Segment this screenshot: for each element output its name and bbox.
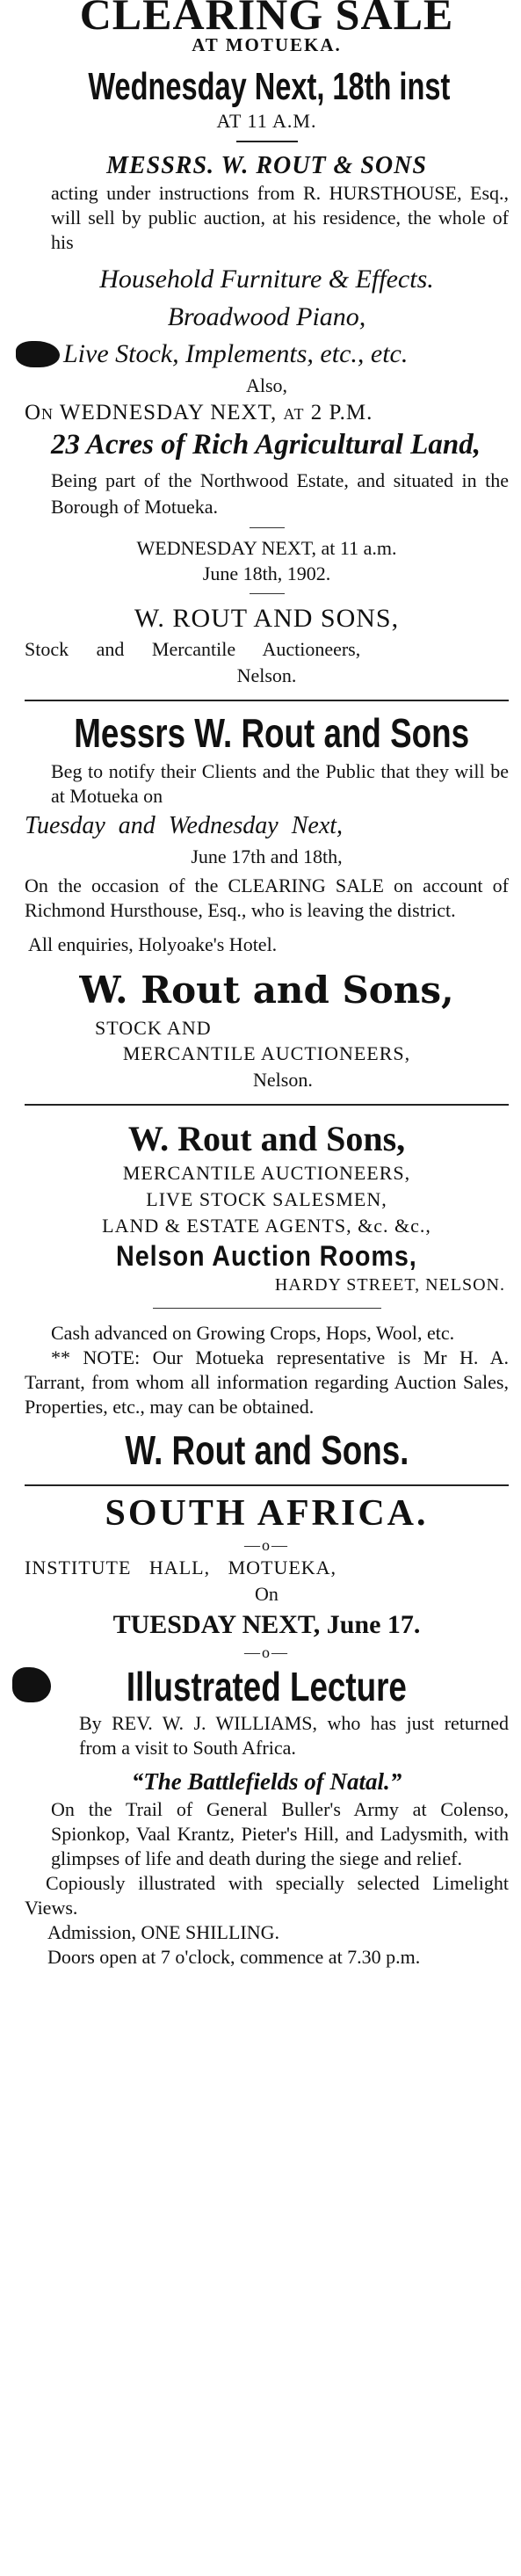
ad1-items-livestock: Live Stock, Implements, etc., etc. [63, 339, 409, 368]
ad1-body: acting under instructions from R. HURSTHOUSE, Esq., will sell by public auction, at his residence, the whole of his [51, 182, 509, 253]
ad3-line2: LIVE STOCK SALESMEN, [146, 1188, 387, 1210]
messrs-rout-notice-ad [25, 708, 509, 1093]
ad1-firm-desc: Stock and Mercantile Auctioneers, [25, 638, 361, 660]
ad2-body2: On the occasion of the CLEARING SALE on account of Richmond Hursthouse, Esq., who is leaving the district. [25, 874, 509, 921]
ad3-note: ** NOTE: Our Motueka representative is Mr H. A. Tarrant, from whom all information regarding Auction Sales, Properties, etc., may can be obtained. [25, 1346, 509, 1418]
short-rule [250, 593, 285, 594]
ad1-agents: MESSRS. W. ROUT & SONS [106, 152, 427, 179]
ad2-firm: W. Rout and Sons, [79, 969, 454, 1012]
rout-sons-auctioneers-ad [25, 1118, 509, 1476]
ad1-headline: CLEARING SALE [79, 0, 454, 39]
ad1-items-furniture: Household Furniture & Effects. [99, 265, 434, 294]
ad2-headline: Messrs W. Rout and Sons [74, 710, 470, 756]
ad2-body1: Beg to notify their Clients and the Public that they will be at Motueka on [51, 760, 509, 807]
ad-divider [25, 700, 509, 701]
ad4-venue: INSTITUTE HALL, MOTUEKA, [25, 1556, 337, 1578]
short-rule [153, 1308, 381, 1309]
ad2-firm-desc1: STOCK AND [95, 1017, 212, 1039]
ad2-firm-desc2: MERCANTILE AUCTIONEERS, [122, 1042, 411, 1064]
ad-divider [25, 1484, 509, 1486]
ad3-line3: LAND & ESTATE AGENTS, &c. &c., [102, 1215, 431, 1237]
ad3-rooms: Nelson Auction Rooms, [116, 1240, 417, 1272]
ad4-illus: Copiously illustrated with specially selected Limelight Views. [25, 1872, 509, 1919]
ad4-doors: Doors open at 7 o'clock, commence at 7.30 p.m. [47, 1946, 421, 1968]
south-africa-lecture-ad [25, 1491, 509, 1970]
ad3-headline: W. Rout and Sons, [127, 1119, 406, 1158]
ad1-also: Also, [245, 374, 288, 396]
short-rule [250, 527, 285, 528]
ad4-title: “The Battlefields of Natal.” [131, 1768, 402, 1795]
ad3-address: HARDY STREET, NELSON. [274, 1275, 505, 1295]
ad1-wed2: On WEDNESDAY NEXT, at 2 P.M. [25, 401, 373, 424]
clearing-sale-ad [25, 0, 509, 689]
ad4-sep2: —o— [244, 1644, 289, 1661]
ad4-headline: SOUTH AFRICA. [105, 1493, 429, 1534]
short-rule [236, 141, 298, 142]
ad1-land-desc: Being part of the Northwood Estate, and situated in the Borough of Motueka. [51, 469, 509, 518]
ad1-firm: W. ROUT AND SONS, [134, 604, 400, 633]
ad4-on: On [255, 1583, 279, 1605]
ad-divider [25, 1104, 509, 1106]
ad4-desc: On the Trail of General Buller's Army at Colenso, Spionkop, Vaal Krantz, Pieter's Hill, and Ladysmith, with glimpses of life and death during the siege and relief. [51, 1798, 509, 1869]
ad2-enquiries: All enquiries, Holyoake's Hotel. [28, 933, 278, 955]
ad1-date2: June 18th, 1902. [202, 562, 331, 584]
ad3-firm: W. Rout and Sons. [124, 1427, 409, 1473]
ad4-lecture: Illustrated Lecture [126, 1664, 408, 1709]
ad1-firm-town: Nelson. [236, 664, 297, 686]
ink-blot [16, 341, 60, 367]
ad3-cash: Cash advanced on Growing Crops, Hops, Wool, etc. [51, 1322, 455, 1344]
ad2-dates: June 17th and 18th, [191, 845, 343, 867]
ad1-date1: WEDNESDAY NEXT, at 11 a.m. [136, 537, 397, 559]
ad4-admission: Admission, ONE SHILLING. [47, 1921, 279, 1943]
ad1-land: 23 Acres of Rich Agricultural Land, [51, 429, 481, 461]
ad4-by: By REV. W. J. WILLIAMS, who has just returned from a visit to South Africa. [79, 1712, 509, 1759]
ad1-day: Wednesday Next, 18th inst [88, 65, 451, 108]
ad4-day: TUESDAY NEXT, June 17. [112, 1610, 421, 1639]
ad3-line1: MERCANTILE AUCTIONEERS, [122, 1162, 411, 1184]
ad1-time: AT 11 A.M. [216, 110, 317, 132]
ad4-sep1: —o— [244, 1536, 289, 1554]
ink-blot [12, 1667, 51, 1702]
ad1-place: AT MOTUEKA. [192, 34, 342, 55]
ad2-firm-town: Nelson. [253, 1069, 313, 1091]
ad1-items-piano: Broadwood Piano, [167, 302, 366, 331]
ad2-days: Tuesday and Wednesday Next, [25, 812, 344, 839]
